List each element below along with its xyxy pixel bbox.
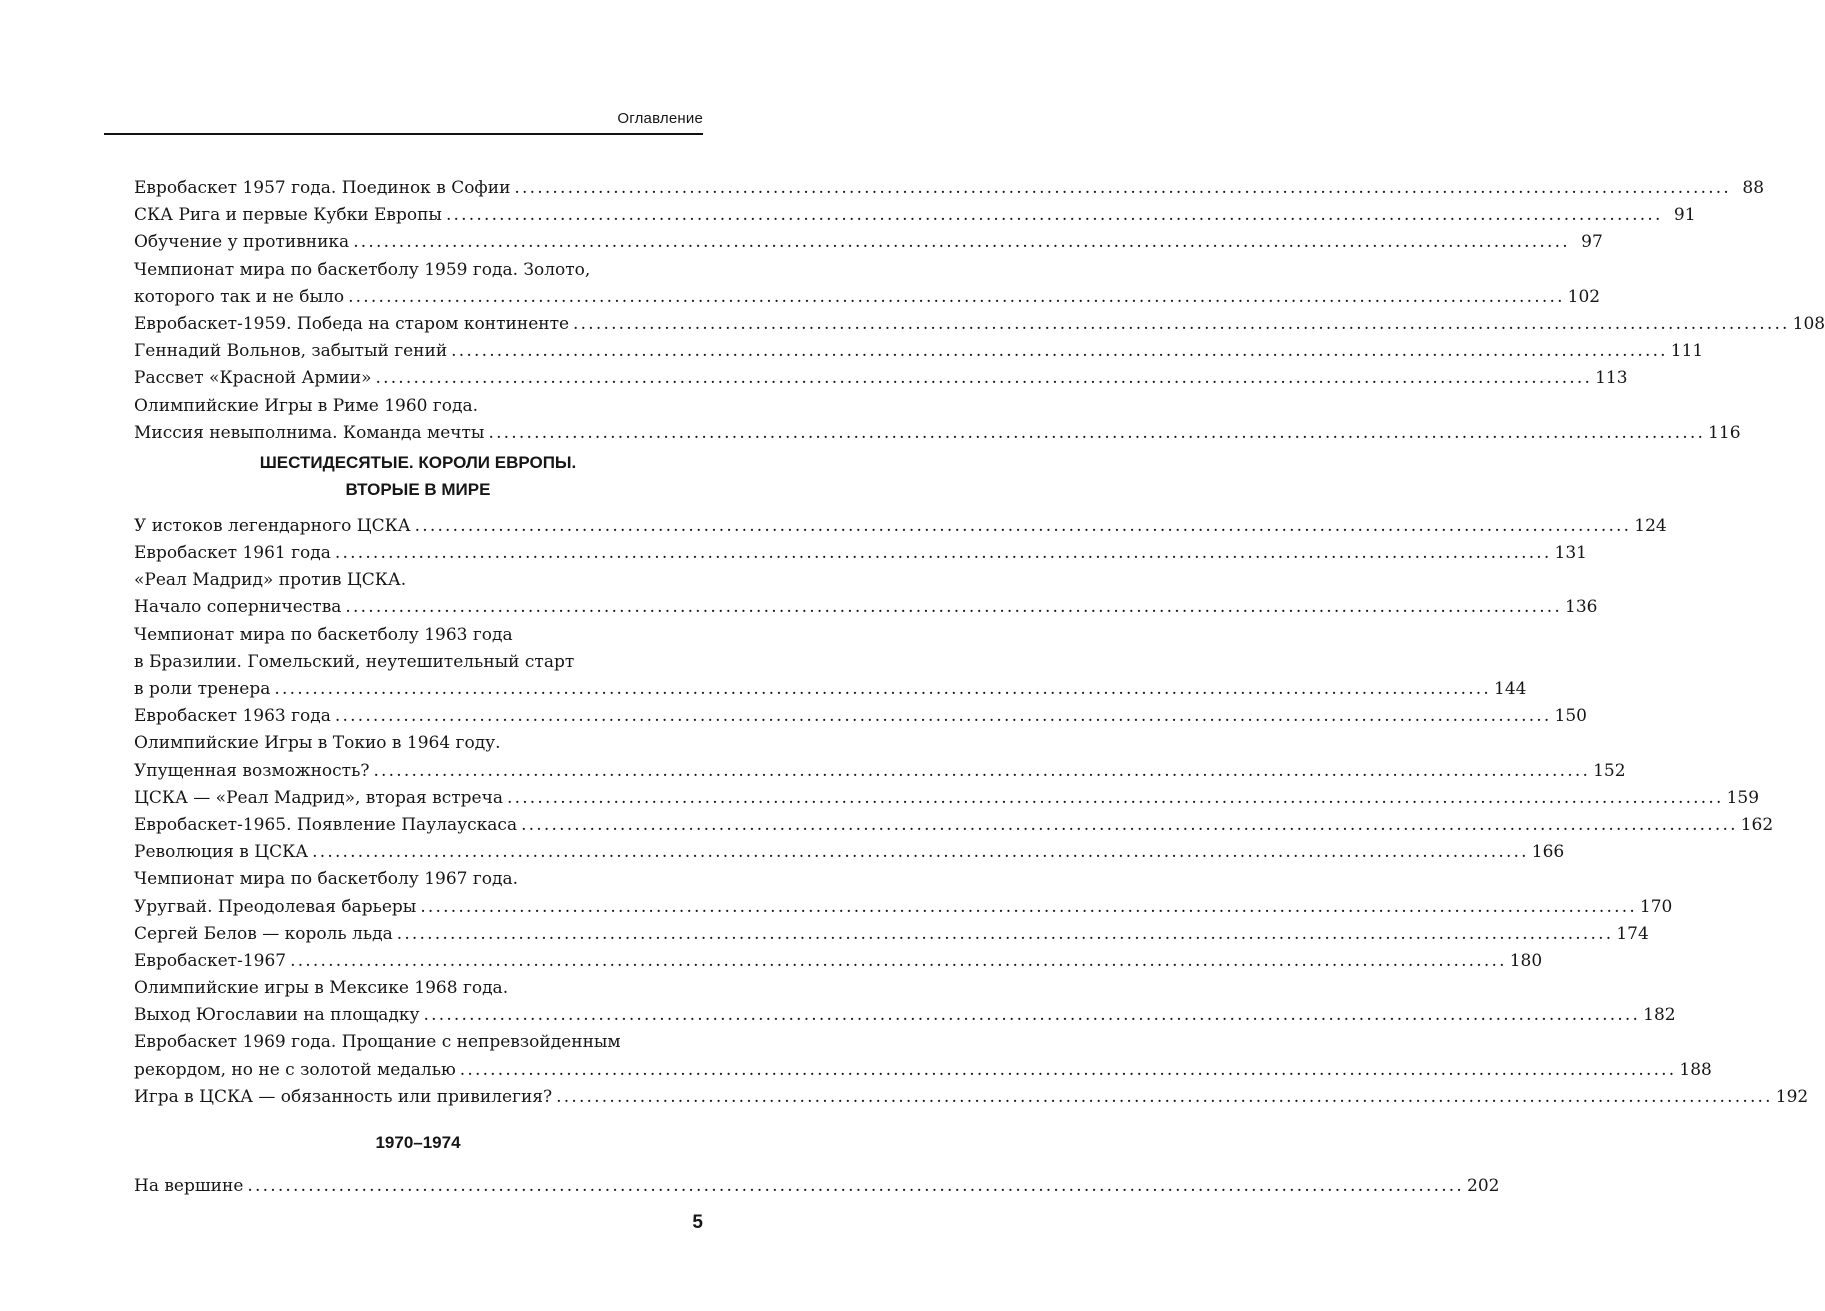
dot-leader: ................................................................................................................................................................ (348, 286, 1565, 307)
entry-title: в роли тренера (134, 679, 271, 699)
entry-title: Чемпионат мира по баскетболу 1963 года (134, 624, 513, 645)
entry-title: Выход Югославии на площадку (134, 1005, 420, 1026)
toc-entry-line (134, 229, 1603, 256)
toc-entry[interactable] (134, 567, 1598, 621)
dot-leader: ................................................................................................................................................................ (521, 814, 1738, 835)
page-number: 5 (692, 1212, 703, 1233)
toc-entry-line (134, 839, 1565, 866)
section-heading-line: 1970–1974 (375, 1133, 461, 1152)
entry-title: Геннадий Вольнов, забытый гений (134, 341, 448, 362)
entry-page-number: 91 (1673, 205, 1696, 226)
entry-title: Революция в ЦСКА (134, 842, 309, 863)
dot-leader: ................................................................................................................................................................ (445, 205, 1663, 226)
entry-title: Чемпионат мира по баскетболу 1967 года. (134, 869, 519, 890)
dot-leader: ................................................................................................................................................................ (375, 368, 1593, 389)
toc-entry[interactable] (134, 866, 1673, 920)
entry-page-number: 97 (1581, 232, 1603, 253)
entry-title: Евробаскет 1961 года (134, 543, 331, 564)
entry-page-number: 131 (1554, 543, 1587, 564)
dot-leader: ................................................................................................................................................................ (459, 1059, 1677, 1080)
toc-entry-line (134, 975, 702, 1002)
entry-title: Евробаскет-1959. Победа на старом континенте (134, 313, 570, 334)
header-rule (104, 133, 703, 135)
entry-page-number: 166 (1531, 842, 1565, 863)
entry-page-number: 182 (1643, 1005, 1676, 1026)
entry-page-number: 116 (1708, 422, 1741, 443)
entry-page-number: 108 (1792, 313, 1825, 334)
dot-leader: ................................................................................................................................................................ (290, 950, 1507, 971)
toc-entry-line (134, 921, 1649, 948)
entry-title: Олимпийские игры в Мексике 1968 года. (134, 978, 509, 999)
entry-page-number: 192 (1775, 1086, 1809, 1107)
entry-page-number: 174 (1616, 923, 1649, 944)
entry-title: ЦСКА — «Реал Мадрид», вторая встреча (134, 787, 503, 808)
entry-page-number: 180 (1509, 950, 1543, 971)
dot-leader: ................................................................................................................................................................ (345, 597, 1563, 618)
entry-title: Рассвет «Красной Армии» (134, 368, 372, 389)
dot-leader: ................................................................................................................................................................ (514, 178, 1732, 198)
entry-title: Миссия невыполнима. Команда мечты (134, 422, 485, 443)
toc-entry[interactable] (134, 975, 1676, 1029)
dot-leader: ................................................................................................................................................................ (312, 842, 1529, 863)
dot-leader: ................................................................................................................................................................ (353, 232, 1570, 253)
toc-entry-line (134, 175, 1765, 202)
entry-page-number: 124 (1634, 515, 1667, 536)
dot-leader: ................................................................................................................................................................ (420, 896, 1637, 917)
dot-leader: ................................................................................................................................................................ (334, 706, 1552, 727)
entry-page-number: 136 (1565, 597, 1598, 618)
toc-entry-line (134, 202, 1696, 229)
entry-title: в Бразилии. Гомельский, неутешительный старт (134, 651, 575, 672)
toc-entry-line (134, 1029, 702, 1056)
dot-leader: ................................................................................................................................................................ (414, 515, 1632, 536)
section-heading-line: ШЕСТИДЕСЯТЫЕ. КОРОЛИ ЕВРОПЫ. (259, 452, 577, 472)
toc-entry-line (134, 540, 1587, 567)
toc-entry[interactable] (134, 1029, 1712, 1083)
entry-title: Игра в ЦСКА — обязанность или привилегия? (134, 1086, 553, 1107)
toc-entry-line (134, 730, 702, 757)
entry-page-number: 111 (1670, 341, 1704, 362)
entry-page-number: 113 (1595, 368, 1628, 389)
entry-title: Евробаскет 1957 года. Поединок в Софии (134, 178, 511, 198)
toc-entry[interactable] (134, 513, 1667, 540)
entry-title: Евробаскет 1969 года. Прощание с непревзойденным (134, 1032, 621, 1053)
toc-entry[interactable] (134, 540, 1587, 567)
entry-page-number: 152 (1593, 760, 1626, 781)
toc-entry-line (134, 812, 1774, 839)
toc-entry-line (134, 338, 1704, 365)
entry-page-number: 202 (1467, 1176, 1500, 1196)
entry-title: рекордом, но не с золотой медалью (134, 1059, 456, 1080)
entry-title: У истоков легендарного ЦСКА (134, 515, 411, 536)
toc-entry[interactable] (134, 393, 1741, 447)
entry-title: которого так и не было (134, 286, 345, 307)
section-heading-line: ВТОРЫЕ В МИРЕ (345, 479, 491, 499)
toc-entry-line (134, 948, 1543, 975)
entry-title: Олимпийские Игры в Риме 1960 года. (134, 395, 479, 416)
entry-page-number: 188 (1679, 1059, 1712, 1080)
dot-leader: ................................................................................................................................................................ (451, 341, 1668, 362)
entry-page-number: 170 (1639, 896, 1673, 917)
entry-title: СКА Рига и первые Кубки Европы (134, 205, 442, 226)
toc-entry[interactable] (134, 622, 1527, 704)
toc-entry-line (134, 894, 1673, 921)
entry-title: Начало соперничества (134, 597, 342, 618)
toc-entry-line (134, 420, 1741, 447)
toc-entry[interactable] (134, 948, 1543, 975)
dot-leader: ................................................................................................................................................................ (274, 679, 1491, 699)
dot-leader: ................................................................................................................................................................ (506, 787, 1724, 808)
entry-title: Сергей Белов — король льда (134, 923, 393, 944)
entry-title: На вершине (134, 1176, 244, 1196)
entry-page-number: 159 (1726, 787, 1760, 808)
section-heading (134, 1111, 702, 1173)
toc-entry-line (134, 866, 702, 893)
dot-leader: ................................................................................................................................................................ (247, 1176, 1465, 1196)
toc-entry[interactable] (134, 839, 1565, 866)
toc-entry-line (134, 567, 702, 594)
entry-page-number: 144 (1494, 679, 1527, 699)
toc-entry-line (134, 365, 1628, 392)
entry-title: Обучение у противника (134, 232, 350, 253)
entry-page-number: 102 (1567, 286, 1601, 307)
entry-title: Олимпийские Игры в Токио в 1964 году. (134, 733, 501, 754)
entry-page-number: 162 (1740, 814, 1774, 835)
toc-entry[interactable] (134, 921, 1649, 948)
running-head: Оглавление (617, 110, 703, 127)
toc-entry[interactable] (134, 202, 1696, 229)
toc-entry-line (134, 785, 1760, 812)
toc-entry[interactable] (134, 229, 1603, 256)
toc-entry-line (134, 1084, 1809, 1111)
toc-entry-line (134, 311, 1825, 338)
toc-entry[interactable] (134, 365, 1628, 392)
section-heading (134, 447, 702, 513)
dot-leader: ................................................................................................................................................................ (488, 422, 1706, 443)
table-of-contents (134, 175, 1825, 1200)
entry-title: Чемпионат мира по баскетболу 1959 года. Золото, (134, 259, 591, 280)
toc-entry[interactable] (134, 311, 1825, 338)
dot-leader: ................................................................................................................................................................ (396, 923, 1614, 944)
dot-leader: ................................................................................................................................................................ (334, 543, 1552, 564)
entry-title: Евробаскет-1967 (134, 950, 287, 971)
toc-entry[interactable] (134, 175, 1765, 202)
toc-entry-line (134, 676, 1527, 703)
entry-title: Упущенная возможность? (134, 760, 370, 781)
toc-entry-line (134, 513, 1667, 540)
toc-entry-line (134, 1173, 1500, 1200)
toc-entry[interactable] (134, 703, 1587, 730)
dot-leader: ................................................................................................................................................................ (423, 1005, 1641, 1026)
dot-leader: ................................................................................................................................................................ (573, 313, 1790, 334)
toc-entry-line (134, 594, 1598, 621)
toc-entry-line (134, 393, 702, 420)
toc-entry-line (134, 649, 702, 676)
toc-entry-line (134, 1002, 1676, 1029)
entry-page-number: 150 (1554, 706, 1587, 727)
entry-title: Уругвай. Преодолевая барьеры (134, 896, 417, 917)
entry-title: Евробаскет 1963 года (134, 706, 331, 727)
toc-entry-line (134, 284, 1601, 311)
toc-entry[interactable] (134, 812, 1774, 839)
toc-entry-line (134, 703, 1587, 730)
toc-entry[interactable] (134, 1084, 1809, 1111)
entry-title: Евробаскет-1965. Появление Паулаускаса (134, 814, 518, 835)
entry-page-number: 88 (1742, 178, 1765, 198)
toc-entry[interactable] (134, 1173, 1500, 1200)
toc-entry-line (134, 257, 702, 284)
dot-leader: ................................................................................................................................................................ (556, 1086, 1773, 1107)
toc-entry[interactable] (134, 785, 1760, 812)
dot-leader: ................................................................................................................................................................ (373, 760, 1591, 781)
toc-entry-line (134, 1057, 1712, 1084)
toc-entry-line (134, 758, 1626, 785)
toc-entry[interactable] (134, 338, 1704, 365)
toc-entry[interactable] (134, 257, 1601, 311)
toc-entry[interactable] (134, 730, 1626, 784)
toc-entry-line (134, 622, 702, 649)
entry-title: «Реал Мадрид» против ЦСКА. (134, 570, 407, 591)
